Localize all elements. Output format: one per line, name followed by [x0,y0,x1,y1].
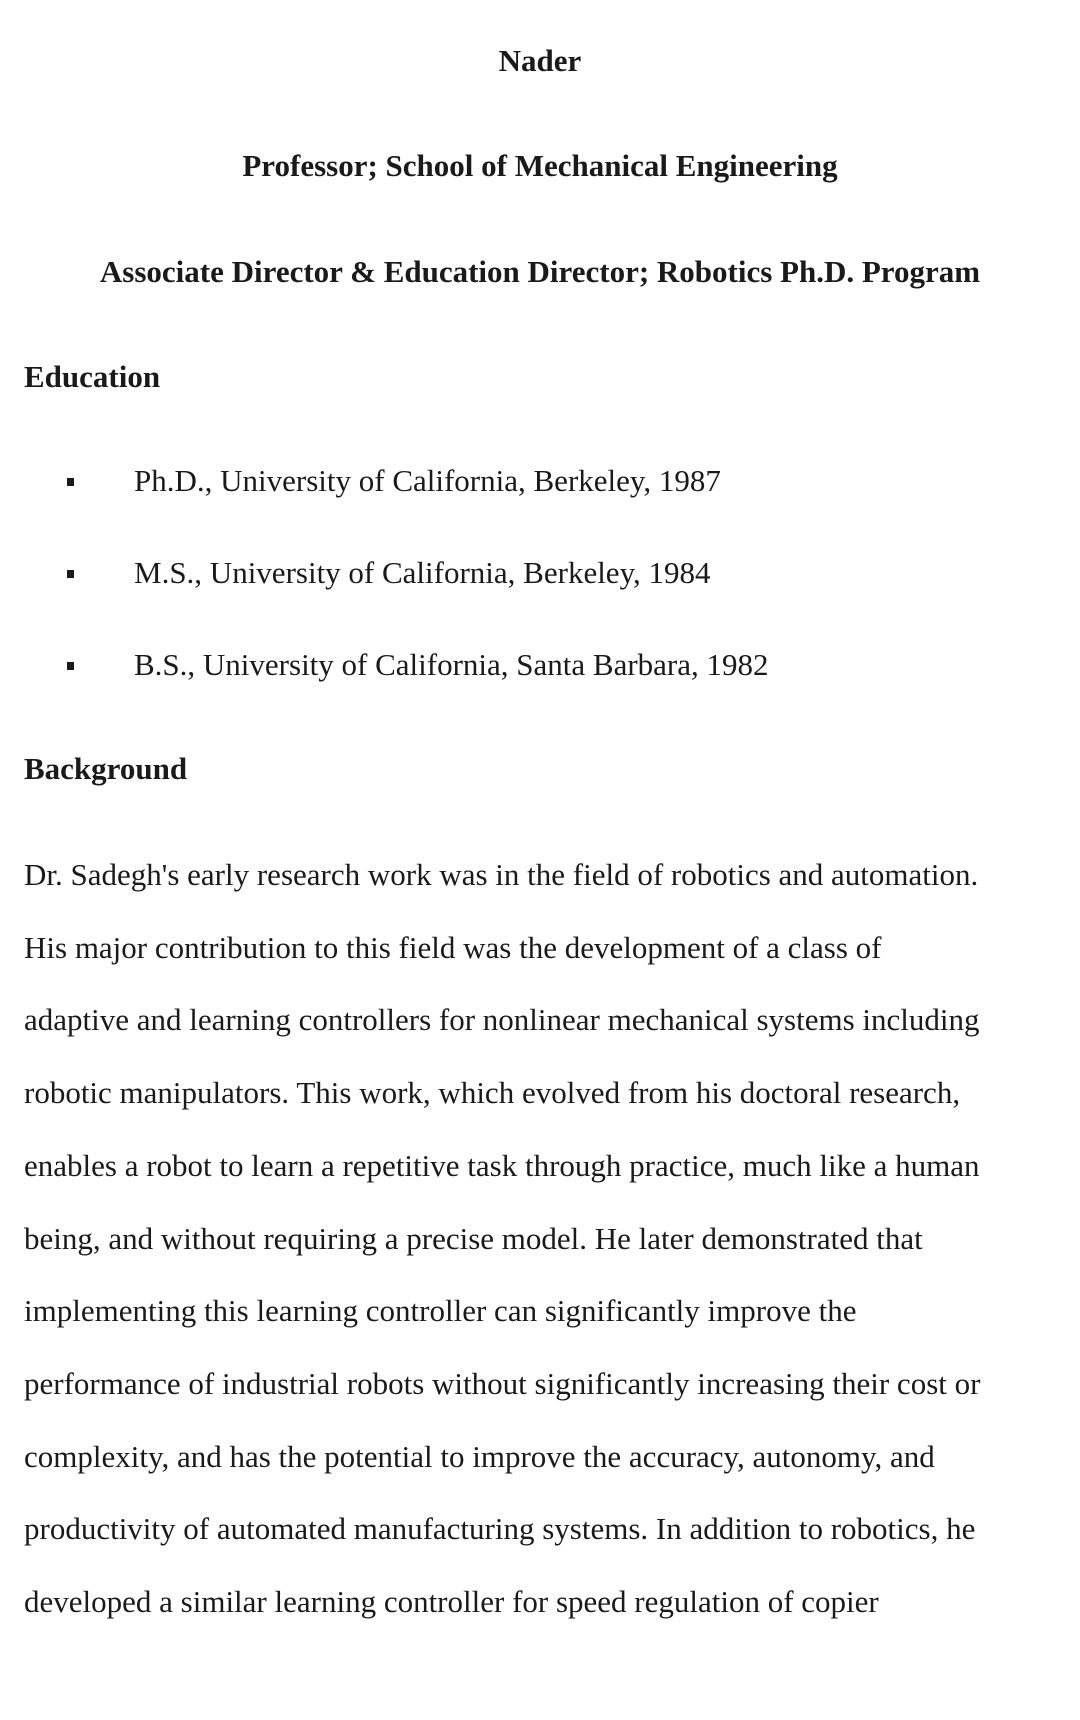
education-item [0,461,1080,505]
square-bullet-icon [67,570,74,578]
paragraph-line: Dr. Sadegh's early research work was in the field of robotics and automation. [24,857,979,892]
paragraph-line: enables a robot to learn a repetitive task through practice, much like a human [24,1148,980,1183]
title-associate-director: Associate Director & Education Director; Robotics Ph.D. Program [99,254,981,289]
paragraph-line: being, and without requiring a precise model. He later demonstrated that [24,1221,923,1256]
education-item [0,645,1080,689]
title-professor: Professor; School of Mechanical Engineering [242,148,838,183]
paragraph-line: implementing this learning controller can significantly improve the [24,1293,857,1328]
education-item [0,553,1080,597]
paragraph-line: robotic manipulators. This work, which evolved from his doctoral research, [24,1075,961,1110]
paragraph-line: developed a similar learning controller for speed regulation of copier [24,1584,879,1619]
paragraph-line: His major contribution to this field was the development of a class of [24,930,882,965]
square-bullet-icon [67,478,74,486]
paragraph-line: performance of industrial robots without significantly increasing their cost or [24,1366,981,1401]
education-item-text: M.S., University of California, Berkeley, 1984 [134,555,711,590]
education-item-text: Ph.D., University of California, Berkeley, 1987 [134,463,721,498]
education-item-text: B.S., University of California, Santa Barbara, 1982 [134,647,769,682]
education-heading: Education [24,359,161,394]
paragraph-line: productivity of automated manufacturing systems. In addition to robotics, he [24,1511,976,1546]
paragraph-line: adaptive and learning controllers for nonlinear mechanical systems including [24,1002,980,1037]
square-bullet-icon [67,662,74,670]
person-name: Nader [498,43,582,78]
background-heading: Background [24,751,188,786]
paragraph-line: complexity, and has the potential to improve the accuracy, autonomy, and [24,1439,935,1474]
